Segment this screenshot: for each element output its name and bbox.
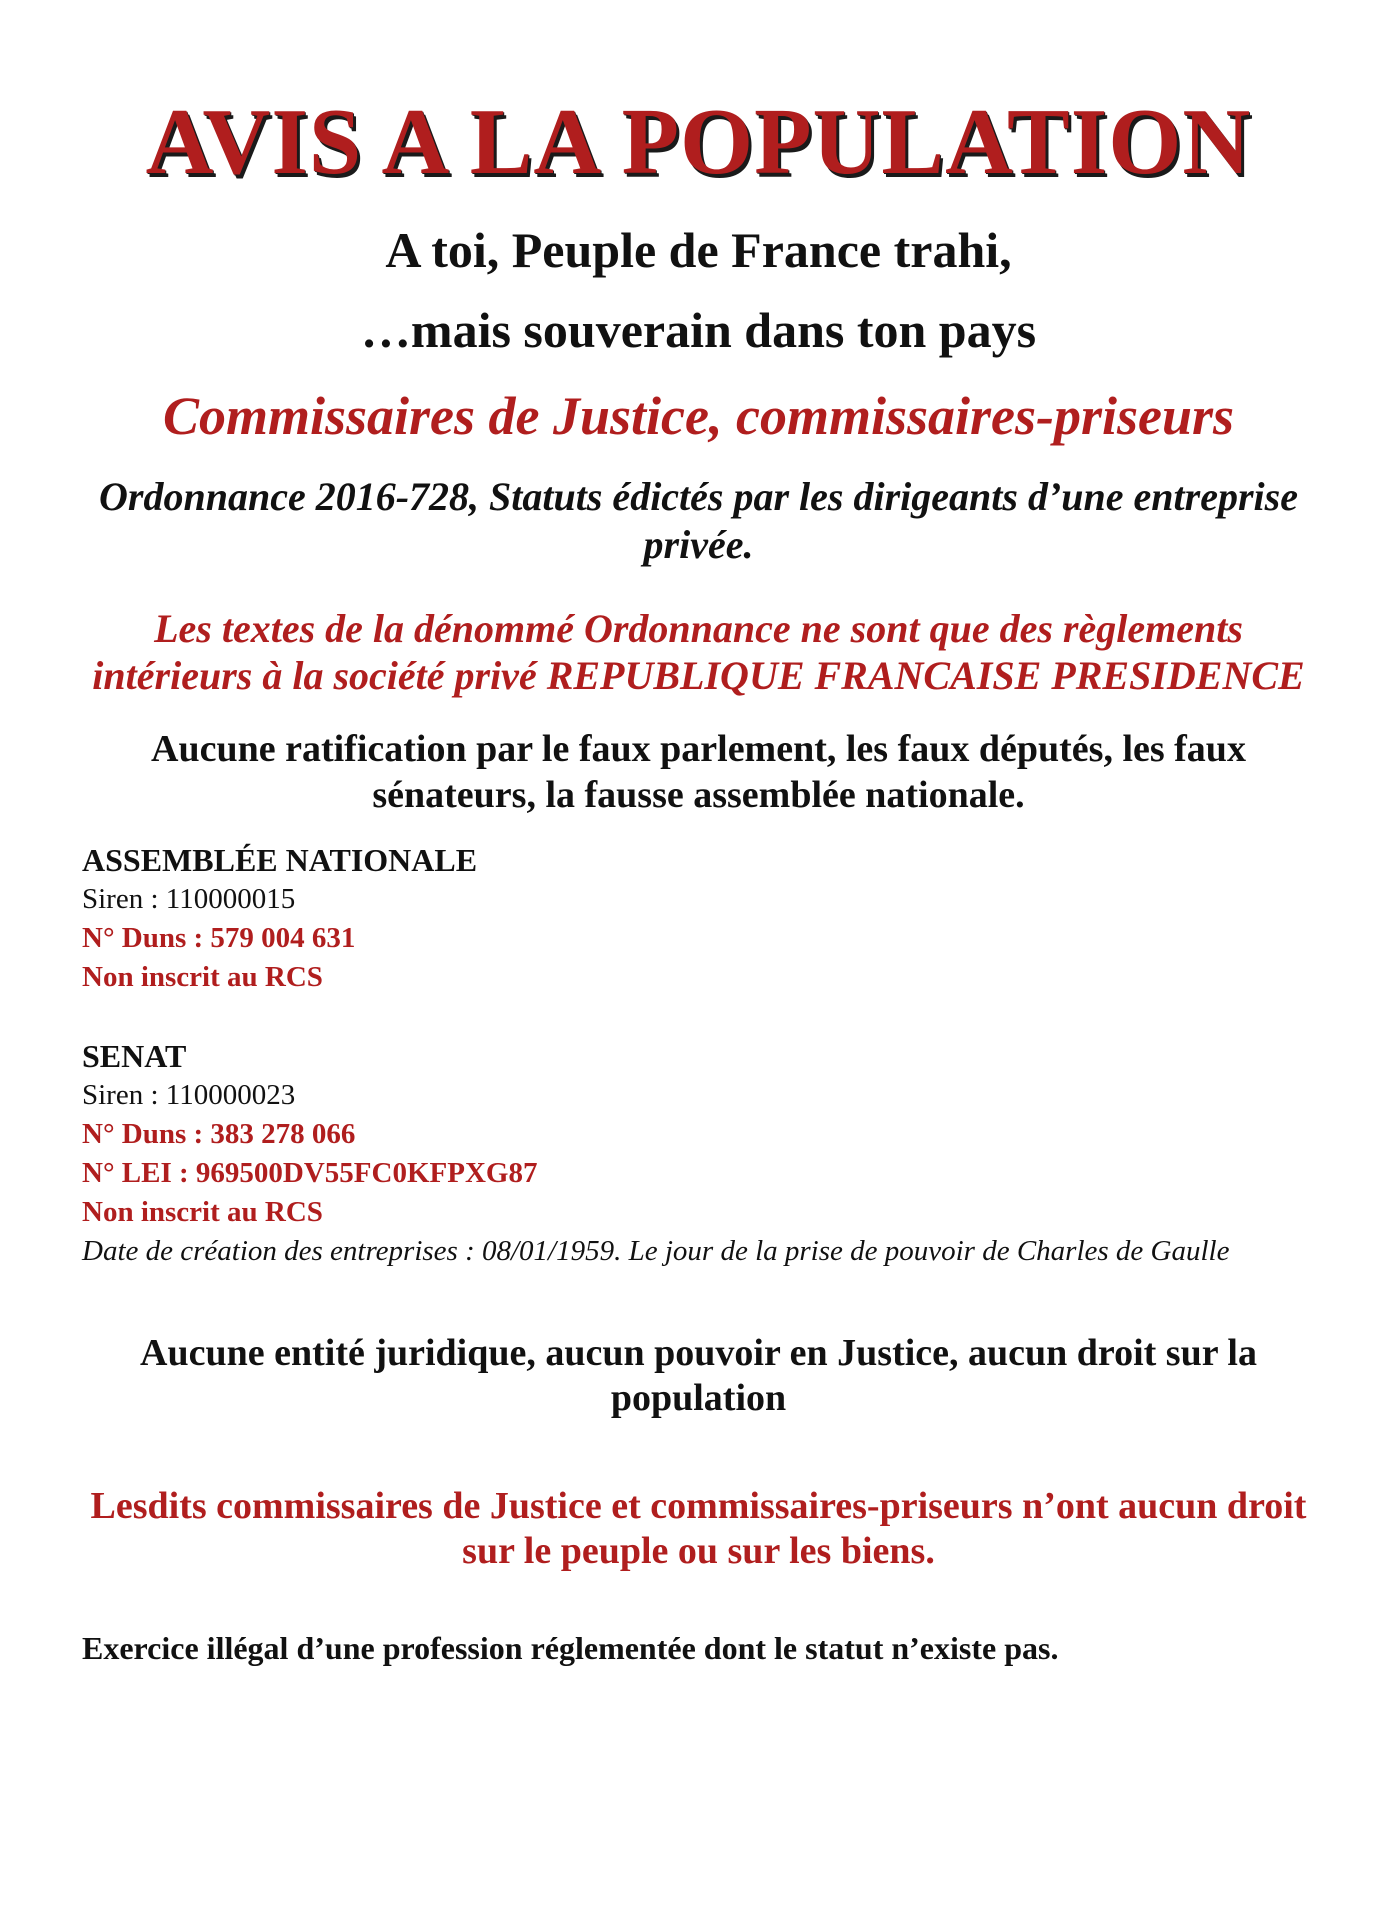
assemblee-rcs: Non inscrit au RCS <box>82 960 323 993</box>
subtitle-line-2: …mais souverain dans ton pays <box>360 302 1037 358</box>
senat-siren: Siren : 110000023 <box>82 1078 296 1111</box>
assemblee-name: ASSEMBLÉE NATIONALE <box>82 841 478 878</box>
aucune-entite: Aucune entité juridique, aucun pouvoir en Justice, aucun droit sur la population <box>140 1331 1257 1420</box>
lesdits-paragraph: Lesdits commissaires de Justice et commissaires-priseurs n’ont aucun droit sur le peuple ou sur les biens. <box>90 1484 1307 1573</box>
ordonnance-text: Ordonnance 2016-728, Statuts édictés par les dirigeants d’une entreprise privée. <box>99 474 1298 567</box>
assemblee-nationale-block <box>82 841 1315 997</box>
senat-block <box>82 1037 1315 1271</box>
assemblee-siren: Siren : 110000015 <box>82 882 296 915</box>
date-creation-note: Date de création des entreprises : 08/01/1959. Le jour de la prise de pouvoir de Charles de Gaulle <box>82 1234 1230 1267</box>
senat-duns: N° Duns : 383 278 066 <box>82 1117 356 1150</box>
senat-name: SENAT <box>82 1037 187 1074</box>
senat-rcs: Non inscrit au RCS <box>82 1195 323 1228</box>
commissaires-heading: Commissaires de Justice, commissaires-priseurs <box>162 386 1235 446</box>
assemblee-duns: N° Duns : 579 004 631 <box>82 921 356 954</box>
exercice-illegal: Exercice illégal d’une profession réglementée dont le statut n’existe pas. <box>82 1629 1059 1666</box>
aucune-ratification: Aucune ratification par le faux parlement, les faux députés, les faux sénateurs, la fausse assemblée nationale. <box>151 728 1246 816</box>
subtitle-line-1: A toi, Peuple de France trahi, <box>385 222 1012 278</box>
textes-paragraph: Les textes de la dénommé Ordonnance ne sont que des règlements intérieurs à la société privé REPUBLIQUE FRANCAISE PRESIDENCE <box>92 606 1305 699</box>
notice-title: AVIS A LA POPULATION <box>145 90 1252 194</box>
senat-lei: N° LEI : 969500DV55FC0KFPXG87 <box>82 1156 538 1189</box>
